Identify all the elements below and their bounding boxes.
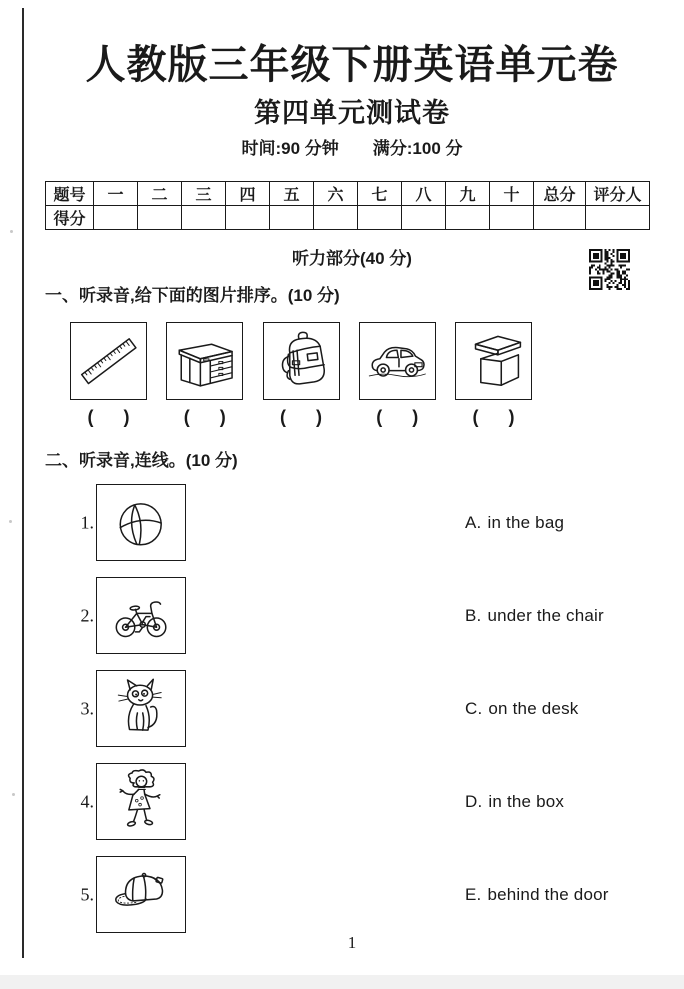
match-option: A. in the bag bbox=[465, 512, 565, 532]
match-option: B. under the chair bbox=[465, 605, 604, 625]
match-row-3 bbox=[0, 670, 684, 747]
header-cell: 六 bbox=[314, 182, 358, 206]
schoolbag-icon bbox=[264, 323, 339, 399]
header-cell: 五 bbox=[270, 182, 314, 206]
picture-box bbox=[96, 763, 186, 840]
answer-blank: ( ) bbox=[280, 407, 322, 427]
match-row-2 bbox=[0, 577, 684, 654]
answer-blank: ( ) bbox=[183, 407, 226, 427]
answer-blank: ( ) bbox=[87, 407, 130, 427]
score-table bbox=[45, 181, 650, 230]
desk-icon bbox=[167, 323, 242, 399]
item-number: 1. bbox=[80, 512, 94, 532]
picture-box bbox=[166, 322, 243, 400]
score-cell bbox=[226, 206, 270, 230]
item-number: 5. bbox=[80, 884, 94, 904]
score-table-score-row bbox=[46, 206, 650, 230]
header-cell: 三 bbox=[182, 182, 226, 206]
header-cell-grader: 评分人 bbox=[586, 182, 650, 206]
score-row-label: 得分 bbox=[46, 206, 94, 230]
part2-heading: 二、听录音,连线。(10 分) bbox=[45, 451, 238, 470]
page-title: 人教版三年级下册英语单元卷 bbox=[85, 43, 619, 87]
ball-icon bbox=[97, 485, 185, 560]
qr-code-icon bbox=[589, 249, 630, 290]
match-row-4 bbox=[0, 763, 684, 840]
exam-info bbox=[20, 134, 684, 159]
picture-box bbox=[96, 577, 186, 654]
header-cell: 九 bbox=[446, 182, 490, 206]
score-cell-total bbox=[534, 206, 586, 230]
picture-box bbox=[263, 322, 340, 400]
cat-icon bbox=[97, 671, 185, 746]
time-limit: 时间:90 分钟 bbox=[241, 139, 339, 158]
scan-speck bbox=[10, 230, 13, 233]
score-cell bbox=[402, 206, 446, 230]
part1-picture-row bbox=[70, 322, 532, 400]
header-cell: 四 bbox=[226, 182, 270, 206]
box-icon bbox=[456, 323, 531, 399]
item-number: 2. bbox=[80, 605, 94, 625]
match-option: D. in the box bbox=[465, 791, 565, 811]
header-cell: 八 bbox=[402, 182, 446, 206]
ruler-icon bbox=[71, 323, 146, 399]
picture-box bbox=[455, 322, 532, 400]
score-cell bbox=[94, 206, 138, 230]
picture-box bbox=[70, 322, 147, 400]
header-cell: 题号 bbox=[46, 182, 94, 206]
score-table-header-row bbox=[46, 182, 650, 206]
full-score: 满分:100 分 bbox=[372, 139, 463, 158]
score-cell bbox=[490, 206, 534, 230]
listening-section-title: 听力部分(40 分) bbox=[292, 249, 412, 268]
scan-edge-band bbox=[0, 975, 684, 989]
match-option: E. behind the door bbox=[465, 884, 609, 904]
match-row-5 bbox=[0, 856, 684, 933]
doll-icon bbox=[97, 764, 185, 839]
header-cell: 一 bbox=[94, 182, 138, 206]
score-cell bbox=[314, 206, 358, 230]
header-cell: 七 bbox=[358, 182, 402, 206]
picture-box bbox=[96, 856, 186, 933]
header-cell: 十 bbox=[490, 182, 534, 206]
score-cell-grader bbox=[586, 206, 650, 230]
item-number: 4. bbox=[80, 791, 94, 811]
score-cell bbox=[358, 206, 402, 230]
page-number: 1 bbox=[347, 933, 357, 952]
answer-blank: ( ) bbox=[376, 407, 419, 427]
toy-car-icon bbox=[360, 323, 435, 399]
cap-icon bbox=[97, 857, 185, 932]
part1-heading: 一、听录音,给下面的图片排序。(10 分) bbox=[45, 286, 340, 305]
answer-blank: ( ) bbox=[472, 407, 515, 427]
bicycle-icon bbox=[97, 578, 185, 653]
header-cell-total: 总分 bbox=[534, 182, 586, 206]
picture-box bbox=[96, 670, 186, 747]
score-cell bbox=[182, 206, 226, 230]
unit-subtitle: 第四单元测试卷 bbox=[254, 98, 450, 128]
picture-box bbox=[96, 484, 186, 561]
picture-box bbox=[359, 322, 436, 400]
item-number: 3. bbox=[80, 698, 94, 718]
score-cell bbox=[270, 206, 314, 230]
match-row-1 bbox=[0, 484, 684, 561]
part1-answer-blanks bbox=[70, 407, 532, 428]
header-cell: 二 bbox=[138, 182, 182, 206]
score-cell bbox=[446, 206, 490, 230]
match-option: C. on the desk bbox=[465, 698, 579, 718]
score-cell bbox=[138, 206, 182, 230]
